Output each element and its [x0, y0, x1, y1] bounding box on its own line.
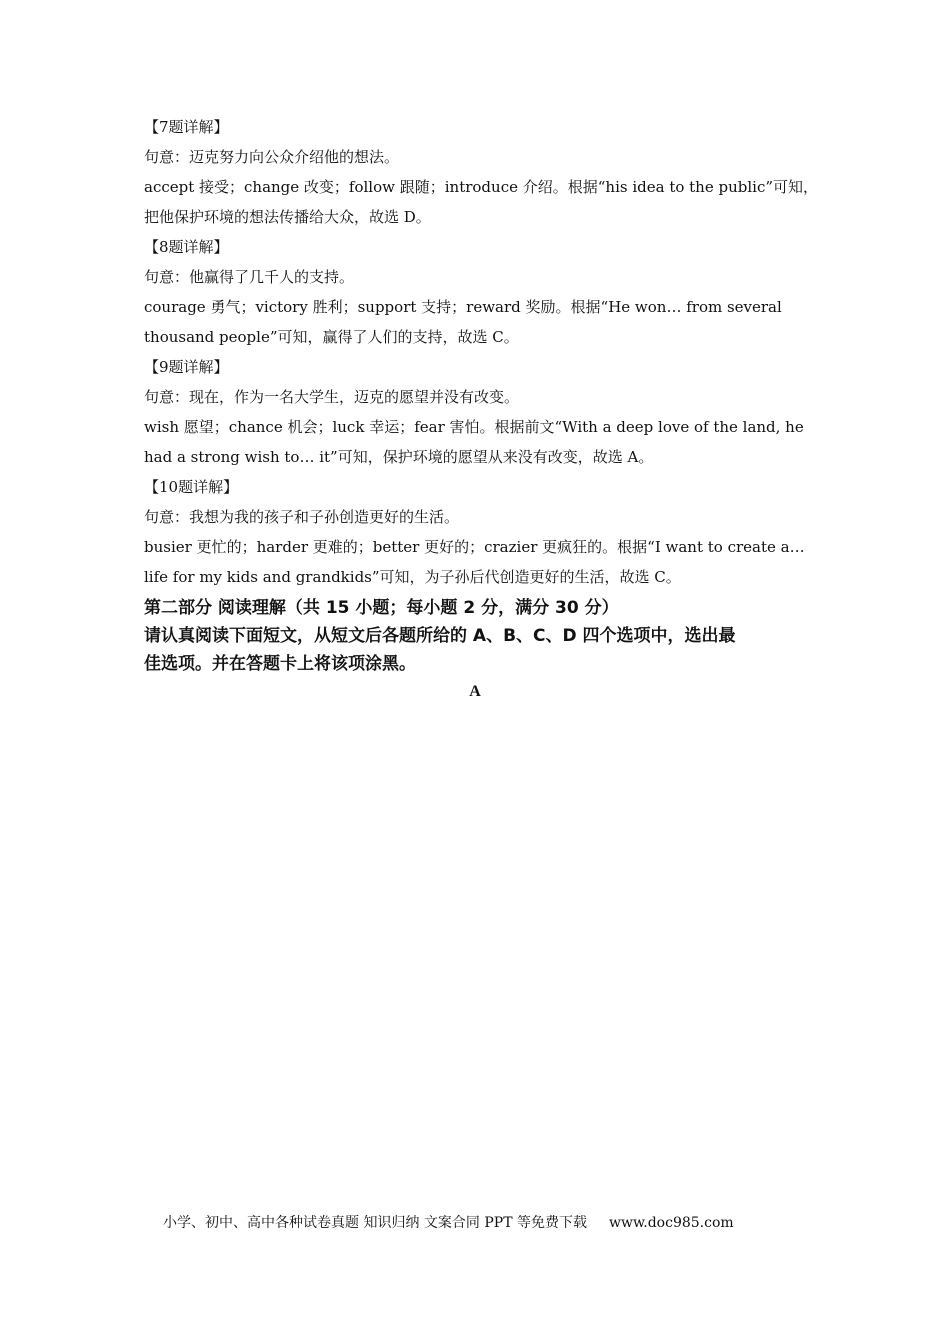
footer-url: www.doc985.com — [608, 1215, 734, 1231]
analysis-text: life for my kids and grandkids”可知，为子孙后代创造更好的生活，故选 C。 — [144, 568, 681, 586]
question-heading: 【7题详解】 — [144, 118, 229, 136]
passage-label: A — [469, 683, 481, 700]
page-footer — [163, 1210, 734, 1236]
sentence-meaning: 句意：现在，作为一名大学生，迈克的愿望并没有改变。 — [144, 388, 520, 406]
question-heading: 【10题详解】 — [144, 478, 239, 496]
question-heading: 【9题详解】 — [144, 358, 229, 376]
analysis-text: courage 勇气；victory 胜利；support 支持；reward 奖励。根据“He won… from several — [144, 298, 782, 316]
analysis-text: accept 接受；change 改变；follow 跟随；introduce 介绍。根据“his idea to the public”可知， — [144, 178, 819, 196]
analysis-text: thousand people”可知，赢得了人们的支持，故选 C。 — [144, 328, 519, 346]
analysis-text: wish 愿望；chance 机会；luck 幸运；fear 害怕。根据前文“With a deep love of the land, he — [144, 418, 804, 436]
analysis-text: had a strong wish to… it”可知，保护环境的愿望从来没有改变，故选 A。 — [144, 448, 654, 466]
sentence-meaning: 句意：我想为我的孩子和子孙创造更好的生活。 — [144, 508, 460, 526]
explanation-block-10 — [144, 472, 814, 592]
question-heading: 【8题详解】 — [144, 238, 229, 256]
analysis-text: 把他保护环境的想法传播给大众，故选 D。 — [144, 208, 431, 226]
explanation-block-9 — [144, 352, 814, 472]
analysis-text: busier 更忙的；harder 更难的；better 更好的；crazier 更疯狂的。根据“I want to create a… — [144, 538, 805, 556]
section-instruction: 佳选项。并在答题卡上将该项涂黑。 — [144, 654, 416, 674]
sentence-meaning: 句意：他赢得了几千人的支持。 — [144, 268, 355, 286]
sentence-meaning: 句意：迈克努力向公众介绍他的想法。 — [144, 148, 400, 166]
reading-section — [144, 594, 814, 706]
page-content — [144, 112, 819, 706]
section-instruction: 请认真阅读下面短文，从短文后各题所给的 A、B、C、D 四个选项中，选出最 — [144, 626, 736, 646]
footer-text: 小学、初中、高中各种试卷真题 知识归纳 文案合同 PPT 等免费下载 — [163, 1215, 587, 1231]
explanation-block-8 — [144, 232, 814, 352]
section-title: 第二部分 阅读理解（共 15 小题；每小题 2 分，满分 30 分） — [144, 598, 619, 618]
explanation-block-7 — [144, 112, 819, 232]
